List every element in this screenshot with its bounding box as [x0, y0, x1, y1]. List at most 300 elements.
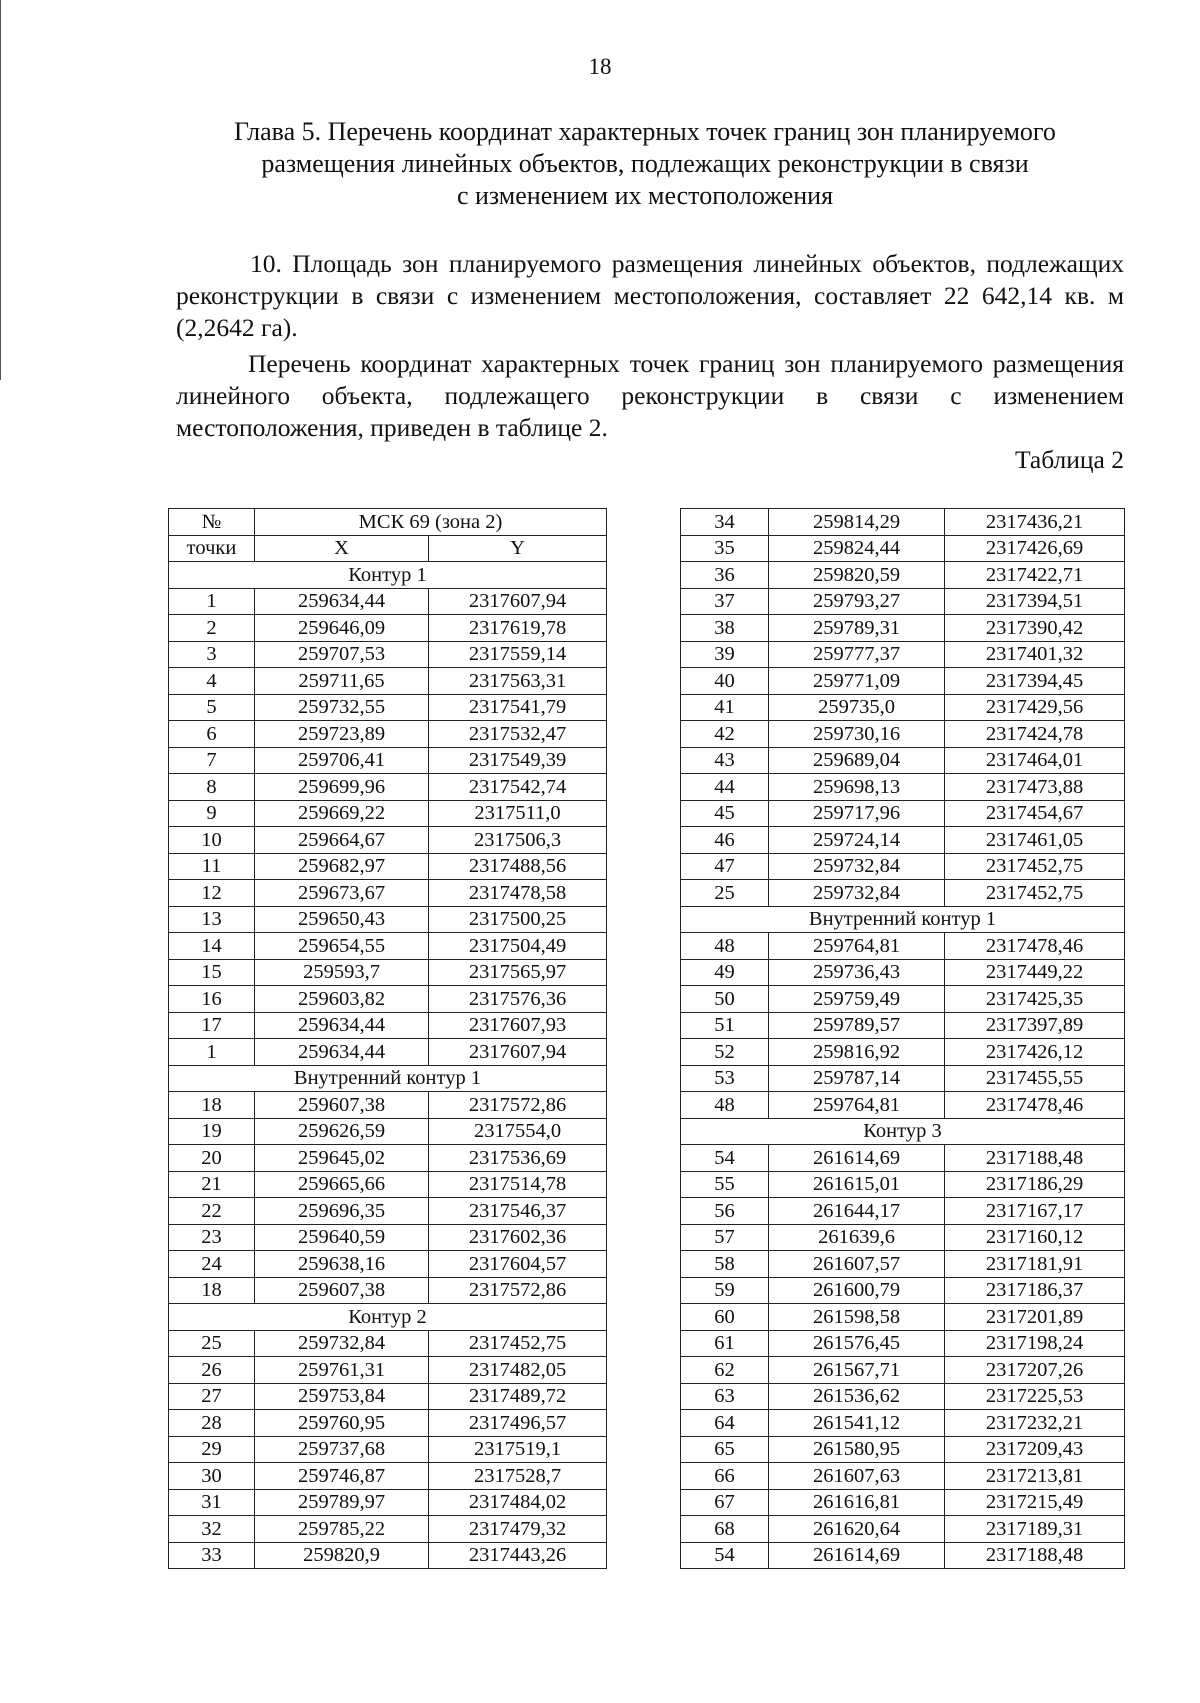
table-row: [681, 615, 1125, 642]
x-coordinate-cell: 261576,45: [769, 1330, 945, 1357]
point-number-cell: 32: [169, 1516, 255, 1543]
table-row: [169, 1357, 607, 1384]
x-coordinate-cell: 259761,31: [255, 1357, 429, 1384]
x-coordinate-cell: 259753,84: [255, 1383, 429, 1410]
x-coordinate-cell: 261644,17: [769, 1198, 945, 1225]
y-coordinate-cell: 2317232,21: [945, 1410, 1125, 1437]
point-number-cell: 19: [169, 1118, 255, 1145]
y-coordinate-cell: 2317572,86: [429, 1092, 607, 1119]
y-coordinate-cell: 2317452,75: [945, 853, 1125, 880]
point-number-cell: 48: [681, 933, 769, 960]
point-number-cell: 10: [169, 827, 255, 854]
x-coordinate-cell: 259732,84: [769, 880, 945, 907]
point-number-cell: 67: [681, 1489, 769, 1516]
x-coordinate-cell: 259696,35: [255, 1198, 429, 1225]
heading-line: Глава 5. Перечень координат характерных точек границ зон планируемого: [234, 117, 1056, 146]
table-row: [169, 959, 607, 986]
point-number-cell: 56: [681, 1198, 769, 1225]
point-number-cell: 20: [169, 1145, 255, 1172]
point-number-cell: 58: [681, 1251, 769, 1278]
table-row: [681, 509, 1125, 536]
y-coordinate-cell: 2317563,31: [429, 668, 607, 695]
point-number-cell: 59: [681, 1277, 769, 1304]
page-number: 18: [588, 54, 612, 79]
y-coordinate-cell: 2317426,69: [945, 535, 1125, 562]
y-coordinate-cell: 2317167,17: [945, 1198, 1125, 1225]
table-row: [681, 1251, 1125, 1278]
table-row: [681, 588, 1125, 615]
point-number-cell: 12: [169, 880, 255, 907]
x-coordinate-cell: 259824,44: [769, 535, 945, 562]
y-coordinate-cell: 2317464,01: [945, 747, 1125, 774]
x-coordinate-cell: 261536,62: [769, 1383, 945, 1410]
point-number-cell: 8: [169, 774, 255, 801]
x-coordinate-cell: 259698,13: [769, 774, 945, 801]
point-number-cell: 62: [681, 1357, 769, 1384]
header-point-no: №: [169, 509, 255, 536]
point-number-cell: 42: [681, 721, 769, 748]
x-coordinate-cell: 259759,49: [769, 986, 945, 1013]
point-number-cell: 40: [681, 668, 769, 695]
y-coordinate-cell: 2317478,46: [945, 933, 1125, 960]
point-number-cell: 38: [681, 615, 769, 642]
table-row: [169, 721, 607, 748]
x-coordinate-cell: 259707,53: [255, 641, 429, 668]
y-coordinate-cell: 2317473,88: [945, 774, 1125, 801]
y-coordinate-cell: 2317397,89: [945, 1012, 1125, 1039]
y-coordinate-cell: 2317602,36: [429, 1224, 607, 1251]
point-number-cell: 55: [681, 1171, 769, 1198]
table-row: [169, 1410, 607, 1437]
y-coordinate-cell: 2317394,51: [945, 588, 1125, 615]
table-row: [169, 853, 607, 880]
x-coordinate-cell: 261541,12: [769, 1410, 945, 1437]
y-coordinate-cell: 2317209,43: [945, 1436, 1125, 1463]
table-row: [681, 853, 1125, 880]
table-row: [681, 1145, 1125, 1172]
x-coordinate-cell: 259645,02: [255, 1145, 429, 1172]
x-coordinate-cell: 261567,71: [769, 1357, 945, 1384]
section-label: Контур 3: [681, 1118, 1125, 1145]
table-row: [681, 1277, 1125, 1304]
x-coordinate-cell: 259673,67: [255, 880, 429, 907]
table-row: [681, 1542, 1125, 1569]
y-coordinate-cell: 2317546,37: [429, 1198, 607, 1225]
x-coordinate-cell: 259699,96: [255, 774, 429, 801]
point-number-cell: 7: [169, 747, 255, 774]
y-coordinate-cell: 2317500,25: [429, 906, 607, 933]
point-number-cell: 31: [169, 1489, 255, 1516]
y-coordinate-cell: 2317215,49: [945, 1489, 1125, 1516]
y-coordinate-cell: 2317461,05: [945, 827, 1125, 854]
table-row: [169, 1039, 607, 1066]
x-coordinate-cell: 259634,44: [255, 1012, 429, 1039]
y-coordinate-cell: 2317565,97: [429, 959, 607, 986]
table-row: [169, 1145, 607, 1172]
chapter-heading: [170, 116, 1120, 212]
point-number-cell: 9: [169, 800, 255, 827]
y-coordinate-cell: 2317426,12: [945, 1039, 1125, 1066]
point-number-cell: 54: [681, 1542, 769, 1569]
point-number-cell: 45: [681, 800, 769, 827]
header-coordinate-system: МСК 69 (зона 2): [255, 509, 607, 536]
x-coordinate-cell: 261607,63: [769, 1463, 945, 1490]
x-coordinate-cell: 261639,6: [769, 1224, 945, 1251]
x-coordinate-cell: 259682,97: [255, 853, 429, 880]
table-row: [681, 1171, 1125, 1198]
point-number-cell: 29: [169, 1436, 255, 1463]
point-number-cell: 17: [169, 1012, 255, 1039]
y-coordinate-cell: 2317207,26: [945, 1357, 1125, 1384]
point-number-cell: 39: [681, 641, 769, 668]
y-coordinate-cell: 2317532,47: [429, 721, 607, 748]
table-row: [169, 986, 607, 1013]
table-row: [681, 1012, 1125, 1039]
table-row: [681, 1092, 1125, 1119]
x-coordinate-cell: 259771,09: [769, 668, 945, 695]
table-row: [681, 562, 1125, 589]
point-number-cell: 50: [681, 986, 769, 1013]
table-row: [681, 1224, 1125, 1251]
point-number-cell: 6: [169, 721, 255, 748]
area-paragraph: 10. Площадь зон планируемого размещения линейных объектов, подлежащих реконструкции в связи с изменением местоположения, составляет 22 642,14 кв. м (2,2642 га).: [176, 249, 1124, 342]
table-row: [681, 1410, 1125, 1437]
table-row: [681, 1065, 1125, 1092]
table-row: [169, 1092, 607, 1119]
point-number-cell: 37: [681, 588, 769, 615]
y-coordinate-cell: 2317429,56: [945, 694, 1125, 721]
y-coordinate-cell: 2317572,86: [429, 1277, 607, 1304]
point-number-cell: 1: [169, 588, 255, 615]
y-coordinate-cell: 2317536,69: [429, 1145, 607, 1172]
y-coordinate-cell: 2317619,78: [429, 615, 607, 642]
x-coordinate-cell: 259816,92: [769, 1039, 945, 1066]
y-coordinate-cell: 2317201,89: [945, 1304, 1125, 1331]
x-coordinate-cell: 261616,81: [769, 1489, 945, 1516]
x-coordinate-cell: 259789,57: [769, 1012, 945, 1039]
table-row: [681, 800, 1125, 827]
table-row: [681, 1436, 1125, 1463]
x-coordinate-cell: 259746,87: [255, 1463, 429, 1490]
header-x: X: [255, 535, 429, 562]
table-row: [169, 1516, 607, 1543]
point-number-cell: 52: [681, 1039, 769, 1066]
x-coordinate-cell: 261607,57: [769, 1251, 945, 1278]
point-number-cell: 66: [681, 1463, 769, 1490]
y-coordinate-cell: 2317443,26: [429, 1542, 607, 1569]
x-coordinate-cell: 259723,89: [255, 721, 429, 748]
table-row: [681, 1516, 1125, 1543]
table-row: [169, 880, 607, 907]
y-coordinate-cell: 2317160,12: [945, 1224, 1125, 1251]
y-coordinate-cell: 2317455,55: [945, 1065, 1125, 1092]
point-number-cell: 57: [681, 1224, 769, 1251]
section-row: [681, 906, 1125, 933]
y-coordinate-cell: 2317198,24: [945, 1330, 1125, 1357]
header-y: Y: [429, 535, 607, 562]
x-coordinate-cell: 259732,55: [255, 694, 429, 721]
y-coordinate-cell: 2317181,91: [945, 1251, 1125, 1278]
x-coordinate-cell: 259736,43: [769, 959, 945, 986]
x-coordinate-cell: 259593,7: [255, 959, 429, 986]
x-coordinate-cell: 259789,31: [769, 615, 945, 642]
table-caption: Таблица 2: [1014, 445, 1124, 474]
x-coordinate-cell: 259732,84: [769, 853, 945, 880]
table-row: [681, 694, 1125, 721]
point-number-cell: 34: [681, 509, 769, 536]
x-coordinate-cell: 259669,22: [255, 800, 429, 827]
table-row: [169, 1277, 607, 1304]
x-coordinate-cell: 261620,64: [769, 1516, 945, 1543]
x-coordinate-cell: 261580,95: [769, 1436, 945, 1463]
point-number-cell: 36: [681, 562, 769, 589]
point-number-cell: 15: [169, 959, 255, 986]
point-number-cell: 33: [169, 1542, 255, 1569]
y-coordinate-cell: 2317424,78: [945, 721, 1125, 748]
x-coordinate-cell: 261598,58: [769, 1304, 945, 1331]
y-coordinate-cell: 2317401,32: [945, 641, 1125, 668]
table-row: [169, 1383, 607, 1410]
x-coordinate-cell: 259730,16: [769, 721, 945, 748]
table-row: [169, 1436, 607, 1463]
x-coordinate-cell: 259820,9: [255, 1542, 429, 1569]
x-coordinate-cell: 259724,14: [769, 827, 945, 854]
table-row: [169, 1251, 607, 1278]
heading-line: с изменением их местоположения: [456, 181, 834, 210]
table-row: [681, 641, 1125, 668]
x-coordinate-cell: 259689,04: [769, 747, 945, 774]
y-coordinate-cell: 2317511,0: [429, 800, 607, 827]
point-number-cell: 11: [169, 853, 255, 880]
heading-line: размещения линейных объектов, подлежащих реконструкции в связи: [261, 149, 1029, 178]
coordinates-table-right: [680, 508, 1125, 1569]
point-number-cell: 25: [169, 1330, 255, 1357]
point-number-cell: 65: [681, 1436, 769, 1463]
point-number-cell: 2: [169, 615, 255, 642]
table-row: [169, 668, 607, 695]
y-coordinate-cell: 2317449,22: [945, 959, 1125, 986]
y-coordinate-cell: 2317607,94: [429, 588, 607, 615]
x-coordinate-cell: 259706,41: [255, 747, 429, 774]
table-row: [681, 535, 1125, 562]
table-row: [681, 827, 1125, 854]
table-row: [169, 641, 607, 668]
table-row: [169, 800, 607, 827]
y-coordinate-cell: 2317454,67: [945, 800, 1125, 827]
table-row: [169, 747, 607, 774]
section-row: [169, 1065, 607, 1092]
x-coordinate-cell: 259646,09: [255, 615, 429, 642]
x-coordinate-cell: 261614,69: [769, 1145, 945, 1172]
table-row: [169, 1198, 607, 1225]
table-row: [169, 1463, 607, 1490]
table-row: [681, 1489, 1125, 1516]
point-number-cell: 5: [169, 694, 255, 721]
x-coordinate-cell: 261615,01: [769, 1171, 945, 1198]
point-number-cell: 60: [681, 1304, 769, 1331]
section-row: [681, 1118, 1125, 1145]
y-coordinate-cell: 2317479,32: [429, 1516, 607, 1543]
table-row: [681, 933, 1125, 960]
point-number-cell: 46: [681, 827, 769, 854]
x-coordinate-cell: 259607,38: [255, 1092, 429, 1119]
point-number-cell: 68: [681, 1516, 769, 1543]
y-coordinate-cell: 2317213,81: [945, 1463, 1125, 1490]
x-coordinate-cell: 259735,0: [769, 694, 945, 721]
point-number-cell: 3: [169, 641, 255, 668]
x-coordinate-cell: 259820,59: [769, 562, 945, 589]
point-number-cell: 27: [169, 1383, 255, 1410]
x-coordinate-cell: 259711,65: [255, 668, 429, 695]
table-row: [681, 1357, 1125, 1384]
point-number-cell: 35: [681, 535, 769, 562]
y-coordinate-cell: 2317496,57: [429, 1410, 607, 1437]
y-coordinate-cell: 2317554,0: [429, 1118, 607, 1145]
x-coordinate-cell: 259626,59: [255, 1118, 429, 1145]
section-row: [169, 562, 607, 589]
y-coordinate-cell: 2317542,74: [429, 774, 607, 801]
point-number-cell: 49: [681, 959, 769, 986]
x-coordinate-cell: 259634,44: [255, 588, 429, 615]
y-coordinate-cell: 2317478,46: [945, 1092, 1125, 1119]
x-coordinate-cell: 261614,69: [769, 1542, 945, 1569]
y-coordinate-cell: 2317394,45: [945, 668, 1125, 695]
y-coordinate-cell: 2317452,75: [429, 1330, 607, 1357]
table-header-row: [169, 509, 607, 536]
table-row: [681, 959, 1125, 986]
table-row: [169, 933, 607, 960]
point-number-cell: 63: [681, 1383, 769, 1410]
y-coordinate-cell: 2317514,78: [429, 1171, 607, 1198]
point-number-cell: 51: [681, 1012, 769, 1039]
section-label: Контур 2: [169, 1304, 607, 1331]
y-coordinate-cell: 2317186,37: [945, 1277, 1125, 1304]
table-row: [681, 1198, 1125, 1225]
y-coordinate-cell: 2317188,48: [945, 1542, 1125, 1569]
table-row: [681, 1039, 1125, 1066]
y-coordinate-cell: 2317484,02: [429, 1489, 607, 1516]
table-row: [169, 694, 607, 721]
y-coordinate-cell: 2317425,35: [945, 986, 1125, 1013]
y-coordinate-cell: 2317478,58: [429, 880, 607, 907]
point-number-cell: 18: [169, 1092, 255, 1119]
y-coordinate-cell: 2317422,71: [945, 562, 1125, 589]
y-coordinate-cell: 2317559,14: [429, 641, 607, 668]
point-number-cell: 64: [681, 1410, 769, 1437]
x-coordinate-cell: 259654,55: [255, 933, 429, 960]
table-row: [169, 1489, 607, 1516]
y-coordinate-cell: 2317225,53: [945, 1383, 1125, 1410]
table-row: [681, 774, 1125, 801]
y-coordinate-cell: 2317488,56: [429, 853, 607, 880]
point-number-cell: 28: [169, 1410, 255, 1437]
x-coordinate-cell: 259737,68: [255, 1436, 429, 1463]
header-point-no-label: точки: [169, 535, 255, 562]
table-row: [169, 1171, 607, 1198]
y-coordinate-cell: 2317519,1: [429, 1436, 607, 1463]
y-coordinate-cell: 2317504,49: [429, 933, 607, 960]
section-label: Внутренний контур 1: [169, 1065, 607, 1092]
point-number-cell: 44: [681, 774, 769, 801]
point-number-cell: 4: [169, 668, 255, 695]
point-number-cell: 1: [169, 1039, 255, 1066]
x-coordinate-cell: 259665,66: [255, 1171, 429, 1198]
table-row: [681, 668, 1125, 695]
point-number-cell: 30: [169, 1463, 255, 1490]
table-row: [681, 1463, 1125, 1490]
x-coordinate-cell: 259789,97: [255, 1489, 429, 1516]
y-coordinate-cell: 2317390,42: [945, 615, 1125, 642]
x-coordinate-cell: 259787,14: [769, 1065, 945, 1092]
section-label: Контур 1: [169, 562, 607, 589]
point-number-cell: 23: [169, 1224, 255, 1251]
point-number-cell: 61: [681, 1330, 769, 1357]
y-coordinate-cell: 2317452,75: [945, 880, 1125, 907]
table-row: [169, 588, 607, 615]
x-coordinate-cell: 259638,16: [255, 1251, 429, 1278]
x-coordinate-cell: 259760,95: [255, 1410, 429, 1437]
x-coordinate-cell: 261600,79: [769, 1277, 945, 1304]
table-row: [169, 1542, 607, 1569]
y-coordinate-cell: 2317541,79: [429, 694, 607, 721]
table-row: [681, 986, 1125, 1013]
y-coordinate-cell: 2317489,72: [429, 1383, 607, 1410]
x-coordinate-cell: 259607,38: [255, 1277, 429, 1304]
y-coordinate-cell: 2317188,48: [945, 1145, 1125, 1172]
table-row: [681, 1330, 1125, 1357]
table-row: [169, 1224, 607, 1251]
table-row: [681, 880, 1125, 907]
table-row: [681, 1304, 1125, 1331]
point-number-cell: 47: [681, 853, 769, 880]
section-row: [169, 1304, 607, 1331]
x-coordinate-cell: 259640,59: [255, 1224, 429, 1251]
list-intro-paragraph: Перечень координат характерных точек границ зон планируемого размещения линейного объекта, подлежащего реконструкции в связи с изменением местоположения, приведен в таблице 2.: [176, 349, 1124, 442]
x-coordinate-cell: 259603,82: [255, 986, 429, 1013]
coordinates-table-left: [168, 508, 607, 1569]
x-coordinate-cell: 259732,84: [255, 1330, 429, 1357]
point-number-cell: 13: [169, 906, 255, 933]
y-coordinate-cell: 2317576,36: [429, 986, 607, 1013]
y-coordinate-cell: 2317607,94: [429, 1039, 607, 1066]
table-row: [681, 721, 1125, 748]
point-number-cell: 43: [681, 747, 769, 774]
point-number-cell: 24: [169, 1251, 255, 1278]
x-coordinate-cell: 259814,29: [769, 509, 945, 536]
table-row: [169, 1012, 607, 1039]
point-number-cell: 41: [681, 694, 769, 721]
table-row: [681, 747, 1125, 774]
x-coordinate-cell: 259664,67: [255, 827, 429, 854]
x-coordinate-cell: 259764,81: [769, 933, 945, 960]
point-number-cell: 48: [681, 1092, 769, 1119]
section-label: Внутренний контур 1: [681, 906, 1125, 933]
y-coordinate-cell: 2317528,7: [429, 1463, 607, 1490]
y-coordinate-cell: 2317436,21: [945, 509, 1125, 536]
point-number-cell: 14: [169, 933, 255, 960]
table-row: [169, 1330, 607, 1357]
table-row: [169, 774, 607, 801]
x-coordinate-cell: 259717,96: [769, 800, 945, 827]
point-number-cell: 18: [169, 1277, 255, 1304]
x-coordinate-cell: 259793,27: [769, 588, 945, 615]
y-coordinate-cell: 2317189,31: [945, 1516, 1125, 1543]
point-number-cell: 16: [169, 986, 255, 1013]
y-coordinate-cell: 2317607,93: [429, 1012, 607, 1039]
x-coordinate-cell: 259650,43: [255, 906, 429, 933]
x-coordinate-cell: 259764,81: [769, 1092, 945, 1119]
x-coordinate-cell: 259634,44: [255, 1039, 429, 1066]
